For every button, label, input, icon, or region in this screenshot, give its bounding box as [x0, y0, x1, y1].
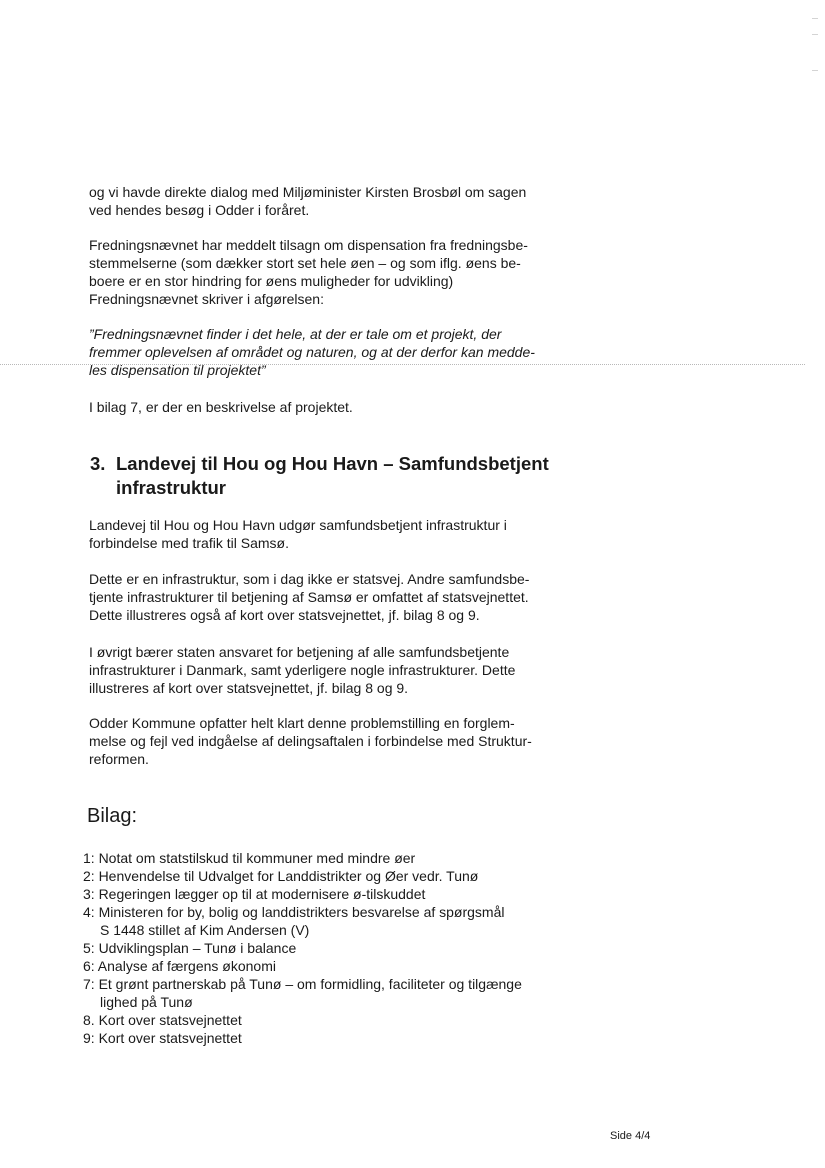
quote-fredningsnaevnet: ”Fredningsnævnet finder i det hele, at der er tale om et projekt, der fremmer oplevelsen af området og naturen, og at der derfor kan medde- les dispensation til projektet” [89, 326, 535, 378]
list-item: 1: Notat om statstilskud til kommuner med mindre øer [83, 850, 416, 866]
page-number: Side 4/4 [610, 1130, 651, 1142]
list-item: 9: Kort over statsvejnettet [83, 1030, 242, 1046]
paragraph-staten: I øvrigt bærer staten ansvaret for betjening af alle samfundsbetjente infrastrukturer i Danmark, samt yderligere nogle infrastrukturer. Dette illustreres af kort over statsvejnettet, jf. bilag 8 og 9. [89, 644, 516, 696]
paragraph-dialog: og vi havde direkte dialog med Miljøminister Kirsten Brosbøl om sagen ved hendes besøg i Odder i foråret. [89, 184, 527, 218]
section-number: 3. [90, 453, 106, 474]
list-item: 5: Udviklingsplan – Tunø i balance [83, 940, 297, 956]
scan-mark [812, 70, 818, 71]
list-item: 4: Ministeren for by, bolig og landdistrikters besvarelse af spørgsmål S 1448 stillet af Kim Andersen (V) [83, 904, 505, 938]
list-item: 3: Regeringen lægger op til at modernisere ø-tilskuddet [83, 886, 426, 902]
list-item: 7: Et grønt partnerskab på Tunø – om formidling, faciliteter og tilgænge lighed på Tunø [83, 976, 522, 1010]
paragraph-odder-kommune: Odder Kommune opfatter helt klart denne problemstilling en forglem- melse og fejl ved indgåelse af delingsaftalen i forbindelse med Struktur- reformen. [89, 715, 532, 767]
list-item: 2: Henvendelse til Udvalget for Landdistrikter og Øer vedr. Tunø [83, 868, 479, 884]
section-title-line1: Landevej til Hou og Hou Havn – Samfundsbetjent [116, 453, 549, 474]
list-item: 8. Kort over statsvejnettet [83, 1012, 242, 1028]
list-item: 6: Analyse af færgens økonomi [83, 958, 276, 974]
paragraph-infrastruktur: Dette er en infrastruktur, som i dag ikke er statsvej. Andre samfundsbe- tjente infrastrukturer til betjening af Samsø er omfattet af statsvejnettet. Dette illustreres også af kort over statsvejnettet, jf. bilag 8 og 9. [89, 571, 530, 623]
scan-mark [812, 18, 818, 19]
scan-mark [812, 34, 818, 35]
paragraph-landevej: Landevej til Hou og Hou Havn udgør samfundsbetjent infrastruktur i forbindelse med trafik til Samsø. [89, 517, 507, 551]
section-heading [90, 452, 549, 500]
paragraph-fredningsnaevnet: Fredningsnævnet har meddelt tilsagn om dispensation fra fredningsbe- stemmelserne (som dækker stort set hele øen – og som iflg. øens be- boere er en stor hindring for øens muligheder for udvikling) Fredningsnævnet skriver i afgørelsen: [89, 237, 528, 307]
section-title-line2: infrastruktur [116, 477, 226, 498]
paragraph-bilag-7: I bilag 7, er der en beskrivelse af projektet. [89, 399, 353, 415]
bilag-heading: Bilag: [87, 805, 138, 827]
bilag-list [83, 849, 522, 1047]
